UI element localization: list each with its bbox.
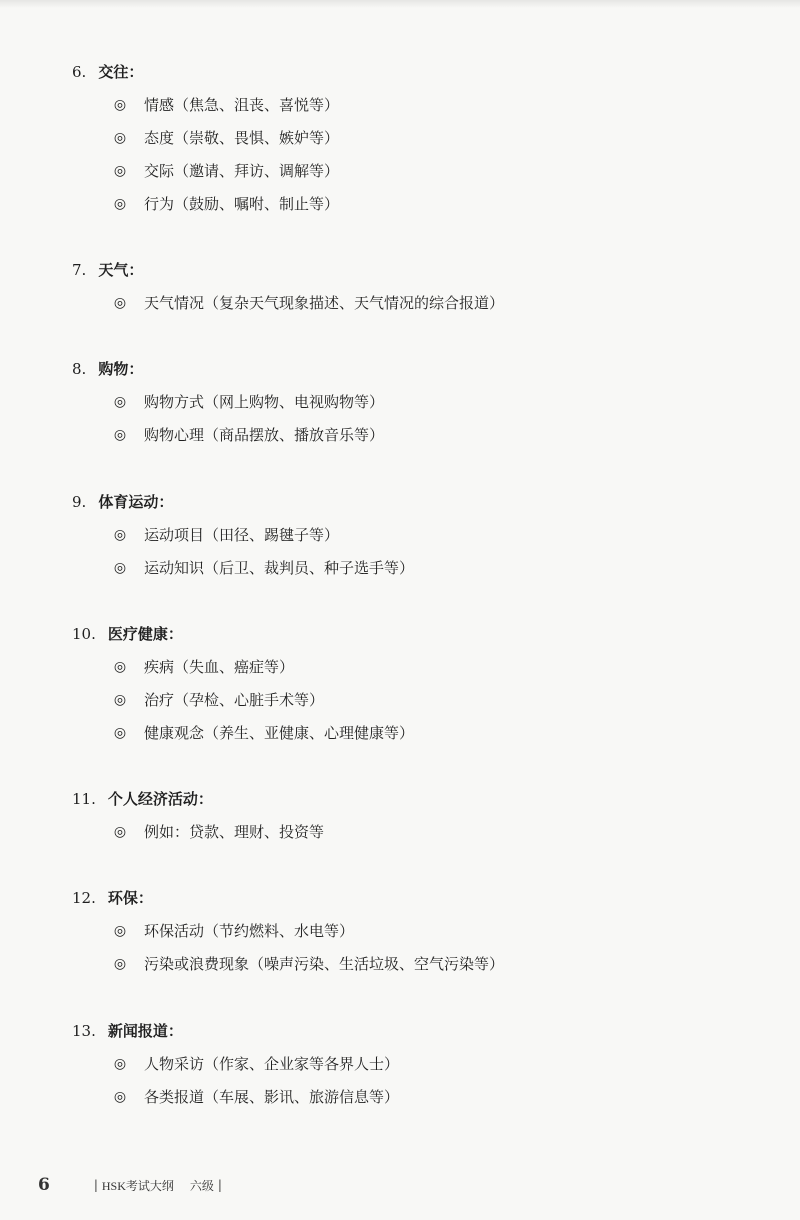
list-item bbox=[72, 1048, 752, 1081]
bullet-icon: ◎ bbox=[113, 163, 127, 179]
section-heading bbox=[72, 617, 752, 651]
list-item bbox=[72, 386, 752, 419]
bullet-icon: ◎ bbox=[113, 956, 127, 972]
bullet-icon: ◎ bbox=[113, 196, 127, 212]
list-item bbox=[72, 1081, 752, 1114]
list-item-text: 购物方式（网上购物、电视购物等） bbox=[144, 393, 385, 411]
list-item bbox=[72, 89, 752, 122]
list-item-text: 天气情况（复杂天气现象描述、天气情况的综合报道） bbox=[144, 294, 505, 312]
bullet-icon: ◎ bbox=[113, 97, 127, 113]
bullet-icon: ◎ bbox=[113, 560, 127, 576]
bullet-icon: ◎ bbox=[113, 692, 127, 708]
list-item-text: 情感（焦急、沮丧、喜悦等） bbox=[144, 96, 340, 114]
section-6 bbox=[72, 55, 752, 221]
section-number: 10. bbox=[72, 625, 96, 643]
section-number: 13. bbox=[72, 1022, 96, 1040]
list-item-text: 人物采访（作家、企业家等各界人士） bbox=[144, 1055, 400, 1073]
bullet-icon: ◎ bbox=[113, 923, 127, 939]
list-item-text: 各类报道（车展、影讯、旅游信息等） bbox=[144, 1088, 400, 1106]
bullet-icon: ◎ bbox=[113, 1089, 127, 1105]
section-11 bbox=[72, 782, 752, 849]
section-number: 6. bbox=[72, 63, 87, 81]
section-13 bbox=[72, 1014, 752, 1114]
list-item bbox=[72, 552, 752, 585]
section-number: 11. bbox=[72, 790, 96, 808]
bullet-icon: ◎ bbox=[113, 130, 127, 146]
list-item-text: 运动知识（后卫、裁判员、种子选手等） bbox=[144, 559, 415, 577]
section-12 bbox=[72, 881, 752, 981]
section-title: 购物： bbox=[98, 360, 144, 378]
section-7 bbox=[72, 253, 752, 320]
section-number: 12. bbox=[72, 889, 96, 907]
section-heading bbox=[72, 881, 752, 915]
list-item bbox=[72, 651, 752, 684]
section-number: 7. bbox=[72, 261, 87, 279]
section-heading bbox=[72, 485, 752, 519]
list-item bbox=[72, 155, 752, 188]
page-top-edge bbox=[0, 0, 800, 8]
section-number: 8. bbox=[72, 360, 87, 378]
list-item-text: 行为（鼓励、嘱咐、制止等） bbox=[144, 195, 340, 213]
section-title: 医疗健康： bbox=[107, 625, 183, 643]
bullet-icon: ◎ bbox=[113, 394, 127, 410]
bullet-icon: ◎ bbox=[113, 725, 127, 741]
list-item bbox=[72, 684, 752, 717]
section-9 bbox=[72, 485, 752, 585]
section-title: 新闻报道： bbox=[107, 1022, 183, 1040]
section-heading bbox=[72, 352, 752, 386]
list-item bbox=[72, 188, 752, 221]
bullet-icon: ◎ bbox=[113, 527, 127, 543]
bullet-icon: ◎ bbox=[113, 295, 127, 311]
section-10 bbox=[72, 617, 752, 750]
bullet-icon: ◎ bbox=[113, 659, 127, 675]
bullet-icon: ◎ bbox=[113, 824, 127, 840]
section-8 bbox=[72, 352, 752, 452]
section-title: 交往： bbox=[98, 63, 144, 81]
list-item bbox=[72, 419, 752, 452]
list-item bbox=[72, 915, 752, 948]
bullet-icon: ◎ bbox=[113, 1056, 127, 1072]
list-item bbox=[72, 717, 752, 750]
book-title: HSK考试大纲 bbox=[101, 1178, 174, 1193]
list-item bbox=[72, 816, 752, 849]
list-item-text: 污染或浪费现象（噪声污染、生活垃圾、空气污染等） bbox=[144, 955, 505, 973]
list-item-text: 环保活动（节约燃料、水电等） bbox=[144, 922, 355, 940]
list-item-text: 治疗（孕检、心脏手术等） bbox=[144, 691, 325, 709]
list-item-text: 购物心理（商品摆放、播放音乐等） bbox=[144, 426, 385, 444]
section-heading bbox=[72, 782, 752, 816]
list-item bbox=[72, 122, 752, 155]
section-number: 9. bbox=[72, 493, 87, 511]
list-item bbox=[72, 519, 752, 552]
book-level: 六级 bbox=[189, 1178, 214, 1193]
section-heading bbox=[72, 55, 752, 89]
list-item-text: 例如：贷款、理财、投资等 bbox=[144, 823, 325, 841]
list-item-text: 交际（邀请、拜访、调解等） bbox=[144, 162, 340, 180]
list-item-text: 健康观念（养生、亚健康、心理健康等） bbox=[144, 724, 415, 742]
list-item bbox=[72, 948, 752, 981]
list-item-text: 态度（崇敬、畏惧、嫉妒等） bbox=[144, 129, 340, 147]
footer-separator: | bbox=[217, 1178, 222, 1192]
list-item-text: 疾病（失血、癌症等） bbox=[144, 658, 295, 676]
list-item bbox=[72, 287, 752, 320]
section-title: 环保： bbox=[107, 889, 153, 907]
page-footer bbox=[38, 1170, 226, 1200]
page-number: 6 bbox=[38, 1175, 50, 1195]
list-item-text: 运动项目（田径、踢毽子等） bbox=[144, 526, 340, 544]
section-title: 天气： bbox=[98, 261, 144, 279]
footer-separator: | bbox=[93, 1178, 98, 1192]
section-title: 体育运动： bbox=[98, 493, 174, 511]
bullet-icon: ◎ bbox=[113, 427, 127, 443]
section-title: 个人经济活动： bbox=[107, 790, 213, 808]
section-heading bbox=[72, 253, 752, 287]
section-heading bbox=[72, 1014, 752, 1048]
